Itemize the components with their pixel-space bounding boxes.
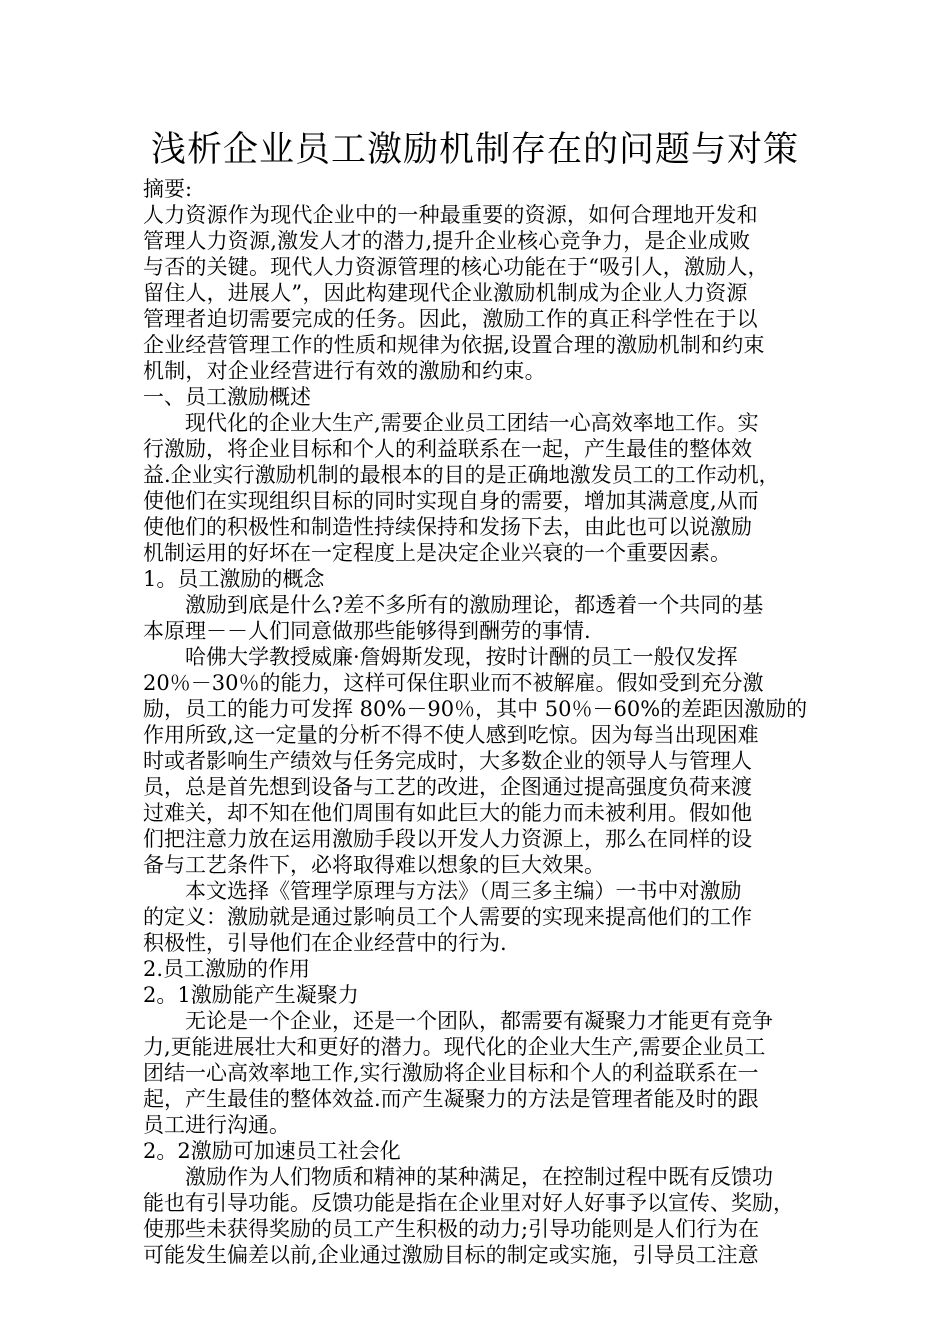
paragraph-line: 本原理－－人们同意做那些能够得到酬劳的事情. (143, 619, 591, 643)
paragraph-line: 激励到底是什么?差不多所有的激励理论，都透着一个共同的基 (185, 593, 764, 617)
paragraph-line: 们把注意力放在运用激励手段以开发人力资源上，那么在同样的设 (143, 827, 752, 851)
paragraph-line: 的定义：激励就是通过影响员工个人需要的实现来提高他们的工作 (143, 905, 752, 929)
paragraph-line: 现代化的企业大生产,需要企业员工团结一心高效率地工作。实 (185, 411, 759, 435)
paragraph-line: 行激励，将企业目标和个人的利益联系在一起，产生最佳的整体效 (143, 437, 752, 461)
paragraph-line: 力,更能进展壮大和更好的潜力。现代化的企业大生产,需要企业员工 (143, 1035, 766, 1059)
paragraph-line: 备与工艺条件下，必将取得难以想象的巨大效果。 (143, 853, 605, 877)
paragraph-line: 本文选择《管理学原理与方法》（周三多主编）一书中对激励 (185, 879, 742, 903)
paragraph-line: 使他们的积极性和制造性持续保持和发扬下去，由此也可以说激励 (143, 515, 752, 539)
paragraph-line: 过难关，却不知在他们周围有如此巨大的能力而未被利用。假如他 (143, 801, 752, 825)
paragraph-line: 20％－30％的能力，这样可保住职业而不被解雇。假如受到充分激 (143, 671, 764, 695)
abstract-line: 企业经营管理工作的性质和规律为依据,设置合理的激励机制和约束 (143, 333, 765, 357)
paragraph-line: 使他们在实现组织目标的同时实现自身的需要，增加其满意度,从而 (143, 489, 759, 513)
section-heading: 一、员工激励概述 (143, 385, 311, 409)
abstract-line: 留住人，进展人”，因此构建现代企业激励机制成为企业人力资源 (143, 281, 748, 305)
abstract-line: 管理人力资源,激发人才的潜力,提升企业核心竞争力，是企业成败 (143, 229, 751, 253)
paragraph-line: 无论是一个企业，还是一个团队，都需要有凝聚力才能更有竞争 (185, 1009, 773, 1033)
paragraph-line: 机制运用的好坏在一定程度上是决定企业兴衰的一个重要因素。 (143, 541, 731, 565)
paragraph-line: 作用所致,这一定量的分析不得不使人感到吃惊。因为每当出现困难 (143, 723, 759, 747)
paragraph-line: 积极性，引导他们在企业经营中的行为. (143, 931, 507, 955)
paragraph-line: 时或者影响生产绩效与任务完成时，大多数企业的领导人与管理人 (143, 749, 752, 773)
paragraph-line: 哈佛大学教授威廉·詹姆斯发现，按时计酬的员工一般仅发挥 (185, 645, 738, 669)
paragraph-line: 团结一心高效率地工作,实行激励将企业目标和个人的利益联系在一 (143, 1061, 759, 1085)
subsection-heading: 2。1激励能产生凝聚力 (143, 983, 359, 1007)
paragraph-line: 员，总是首先想到设备与工艺的改进，企图通过提高强度负荷来渡 (143, 775, 752, 799)
abstract-line: 人力资源作为现代企业中的一种最重要的资源，如何合理地开发和 (143, 203, 758, 227)
subsection-heading: 2。2激励可加速员工社会化 (143, 1139, 401, 1163)
paragraph-line: 激励作为人们物质和精神的某种满足，在控制过程中既有反馈功 (185, 1165, 773, 1189)
document-title: 浅析企业员工激励机制存在的问题与对策 (150, 130, 799, 170)
abstract-heading: 摘要: (143, 177, 193, 201)
subsection-heading: 2.员工激励的作用 (143, 957, 311, 981)
paragraph-line: 起，产生最佳的整体效益.而产生凝聚力的方法是管理者能及时的跟 (143, 1087, 759, 1111)
document-body (143, 176, 827, 1268)
abstract-line: 与否的关键。现代人力资源管理的核心功能在于“吸引人，激励人， (143, 255, 769, 279)
paragraph-line: 员工进行沟通。 (143, 1113, 290, 1137)
subsection-heading: 1。员工激励的概念 (143, 567, 325, 591)
paragraph-line: 益.企业实行激励机制的最根本的目的是正确地激发员工的工作动机， (143, 463, 780, 487)
abstract-line: 机制，对企业经营进行有效的激励和约束。 (143, 359, 546, 383)
paragraph-line: 使那些未获得奖励的员工产生积极的动力;引导功能则是人们行为在 (143, 1217, 760, 1241)
paragraph-line: 能也有引导功能。反馈功能是指在企业里对好人好事予以宣传、奖励， (143, 1191, 794, 1215)
paragraph-line: 可能发生偏差以前,企业通过激励目标的制定或实施，引导员工注意 (143, 1243, 759, 1267)
paragraph-line: 励，员工的能力可发挥 80%－90％，其中 50％－60%的差距因激励的 (143, 697, 808, 721)
abstract-line: 管理者迫切需要完成的任务。因此，激励工作的真正科学性在于以 (143, 307, 758, 331)
